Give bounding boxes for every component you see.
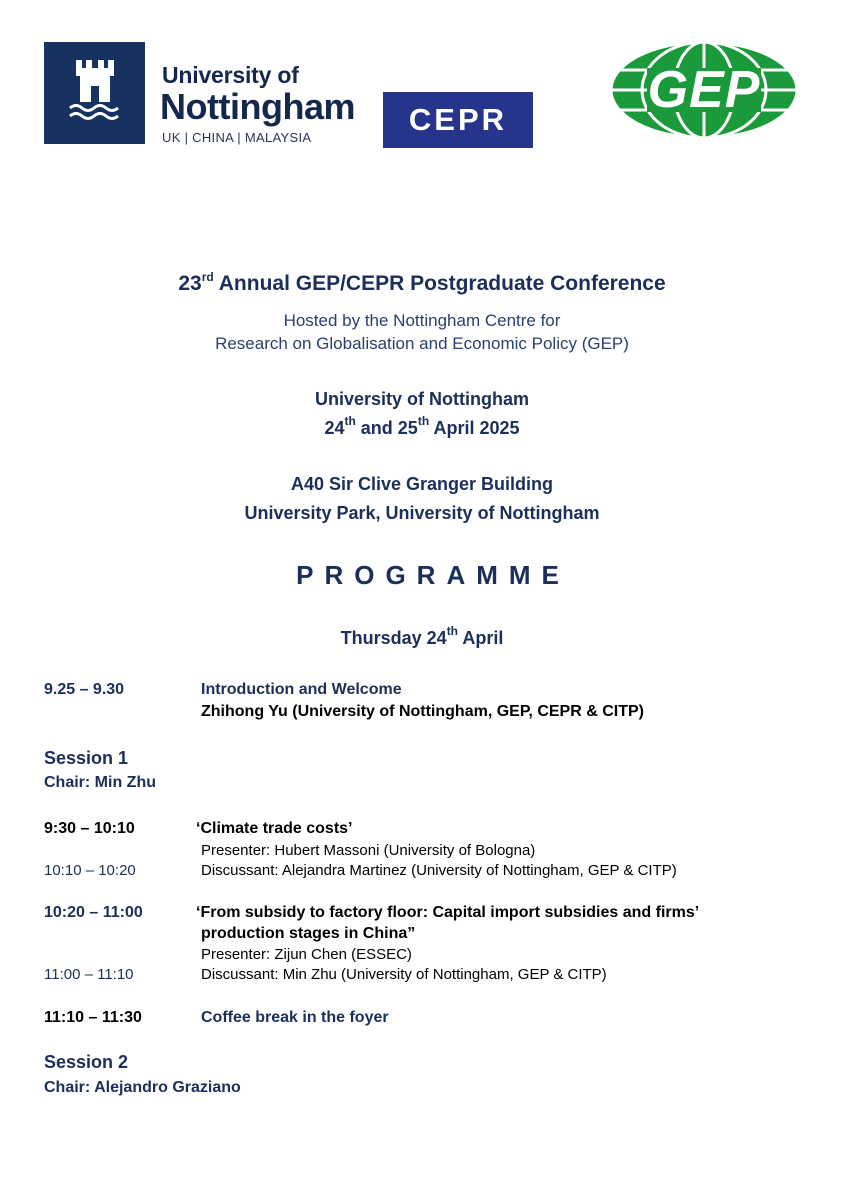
coffee-time: 11:10 – 11:30 [44, 1009, 142, 1026]
venue-building: A40 Sir Clive Granger Building [290, 474, 554, 494]
hosted-by-line2: Research on Globalisation and Economic Policy (GEP) [215, 334, 629, 353]
coffee-label: Coffee break in the foyer [201, 1009, 389, 1026]
paper2-time: 10:20 – 11:00 [44, 904, 143, 921]
paper1-title: ‘Climate trade costs’ [196, 820, 353, 837]
uon-logo-line3: UK | CHINA | MALAYSIA [162, 130, 312, 145]
venue-campus: University Park, University of Nottingham [244, 503, 600, 523]
venue-university: University of Nottingham [314, 389, 529, 409]
gep-logo [609, 40, 799, 140]
session2-chair: Chair: Alejandro Graziano [44, 1079, 241, 1096]
cepr-logo: CEPR [383, 92, 533, 148]
session1-chair: Chair: Min Zhu [44, 774, 156, 791]
paper2-title-line2: production stages in China” [201, 925, 416, 942]
university-of-nottingham-logo [44, 42, 355, 145]
day-heading: Thursday 24th April [340, 624, 504, 648]
session1-label: Session 1 [44, 748, 129, 768]
paper1-discussion-time: 10:10 – 10:20 [44, 862, 136, 879]
paper2-title-line1: ‘From subsidy to factory floor: Capital import subsidies and firms’ [196, 904, 700, 921]
intro-time: 9.25 – 9.30 [44, 681, 125, 698]
conference-dates: 24th and 25th April 2025 [324, 414, 520, 438]
uon-logo-line1: University of [162, 62, 299, 88]
paper1-time: 9:30 – 10:10 [44, 820, 135, 837]
paper1-discussant: Discussant: Alejandra Martinez (University of Nottingham, GEP & CITP) [201, 862, 677, 879]
intro-speaker: Zhihong Yu (University of Nottingham, GEP, CEPR & CITP) [201, 703, 644, 720]
paper2-discussant: Discussant: Min Zhu (University of Nottingham, GEP & CITP) [201, 966, 607, 983]
castle-icon [44, 42, 145, 144]
uon-logo-line2: Nottingham [160, 86, 355, 127]
paper2-discussion-time: 11:00 – 11:10 [44, 966, 134, 983]
paper2-presenter: Presenter: Zijun Chen (ESSEC) [201, 946, 412, 963]
gep-logo-text: GEP [647, 61, 761, 119]
paper1-presenter: Presenter: Hubert Massoni (University of Bologna) [201, 842, 536, 859]
hosted-by-line1: Hosted by the Nottingham Centre for [283, 311, 561, 330]
session2-label: Session 2 [44, 1052, 129, 1072]
conference-title: 23rd Annual GEP/CEPR Postgraduate Conference [178, 270, 666, 295]
intro-title: Introduction and Welcome [201, 681, 402, 698]
programme-heading: PROGRAMME [296, 560, 570, 590]
